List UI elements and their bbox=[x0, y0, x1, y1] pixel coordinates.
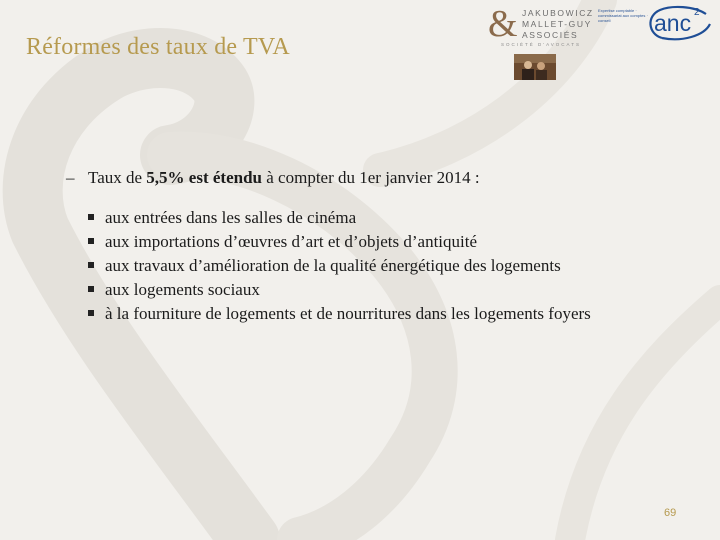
intro-suffix: à compter du 1er janvier 2014 : bbox=[262, 168, 480, 187]
square-bullet-icon bbox=[88, 310, 94, 316]
photo-thumbnail bbox=[514, 54, 556, 80]
list-item bbox=[88, 302, 646, 326]
intro-text bbox=[88, 168, 480, 188]
anc-fine-print: Expertise comptable · commissariat aux comptes · conseil bbox=[598, 8, 648, 23]
dash-bullet: – bbox=[66, 168, 75, 187]
square-bullet-icon bbox=[88, 286, 94, 292]
bullet-list bbox=[66, 206, 646, 326]
firm-name-line: MALLET-GUY bbox=[522, 19, 592, 29]
firm-names bbox=[522, 8, 594, 41]
slide-body bbox=[66, 168, 646, 326]
list-item bbox=[88, 230, 646, 254]
list-item-text: à la fourniture de logements et de nourritures dans les logements foyers bbox=[105, 304, 591, 323]
slide-title: Réformes des taux de TVA bbox=[26, 34, 290, 60]
list-item-text: aux travaux d’amélioration de la qualité énergétique des logements bbox=[105, 256, 561, 275]
anc-logo bbox=[598, 4, 716, 42]
list-item-text: aux logements sociaux bbox=[105, 280, 260, 299]
firm-name-line: ASSOCIÉS bbox=[522, 30, 579, 40]
list-item bbox=[88, 206, 646, 230]
firm-name-line: JAKUBOWICZ bbox=[522, 8, 594, 18]
intro-emphasis: 5,5% est étendu bbox=[146, 168, 262, 187]
square-bullet-icon bbox=[88, 214, 94, 220]
list-item bbox=[88, 278, 646, 302]
anc-superscript: 2 bbox=[694, 7, 700, 18]
jma-logo bbox=[488, 4, 594, 50]
anc-wordmark: anc bbox=[654, 10, 692, 36]
intro-prefix: Taux de bbox=[88, 168, 147, 187]
ampersand-logo-icon: & bbox=[488, 3, 518, 45]
list-item-text: aux importations d’œuvres d’art et d’objets d’antiquité bbox=[105, 232, 478, 251]
page-number: 69 bbox=[664, 507, 677, 519]
square-bullet-icon bbox=[88, 262, 94, 268]
list-item-text: aux entrées dans les salles de cinéma bbox=[105, 208, 357, 227]
intro-line bbox=[66, 168, 646, 188]
firm-tagline: SOCIÉTÉ D'AVOCATS bbox=[501, 42, 581, 47]
list-item bbox=[88, 254, 646, 278]
square-bullet-icon bbox=[88, 238, 94, 244]
